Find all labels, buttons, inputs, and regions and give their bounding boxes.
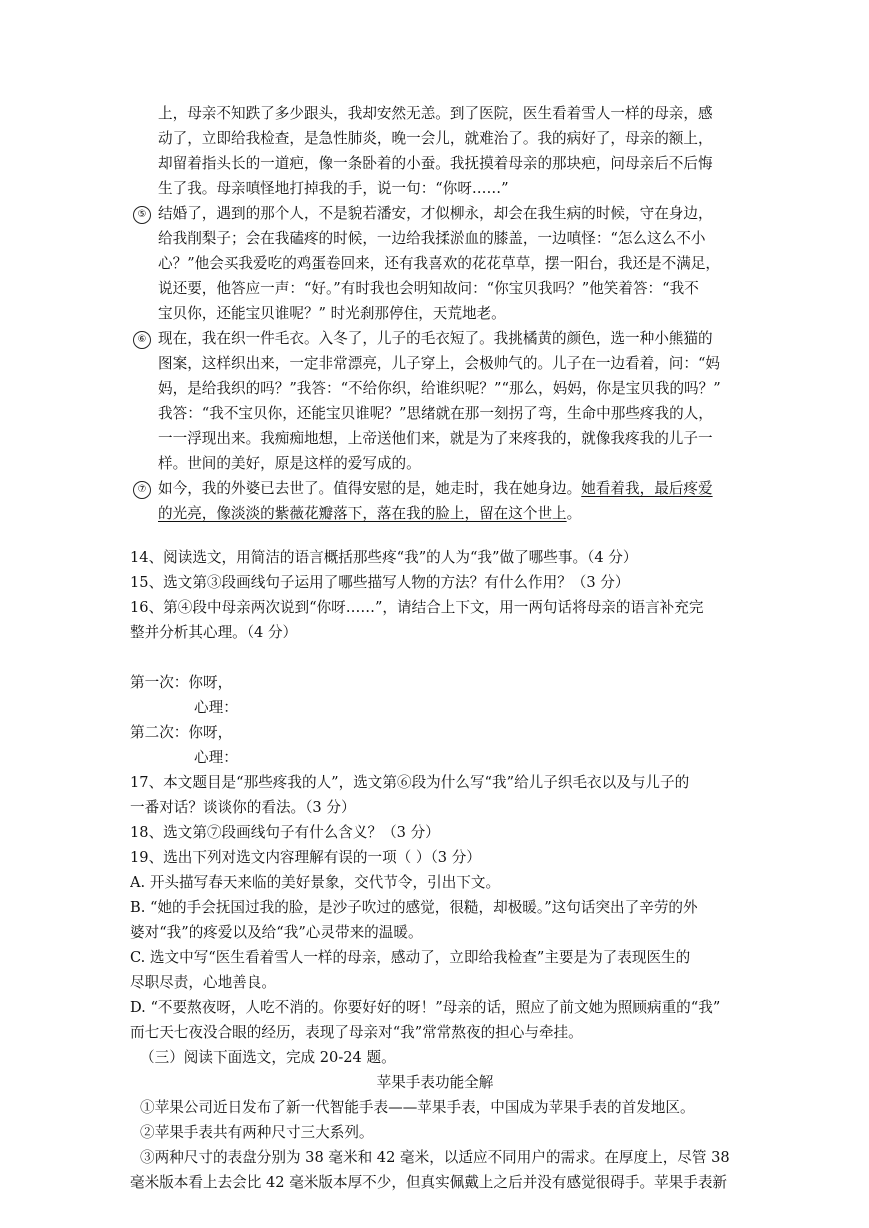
passage-line bbox=[158, 478, 740, 500]
option-b-cont: 婆对“我”的疼爱以及给“我”心灵带来的温暖。 bbox=[130, 924, 423, 941]
option-c: C. 选文中写“医生看着雪人一样的母亲，感动了，立即给我检查”主要是为了表现医生的 bbox=[130, 949, 691, 966]
passage-line: 我答：“我不宝贝你，还能宝贝谁呢？”思绪就在那一刻拐了弯，生命中那些疼我的人， bbox=[158, 405, 713, 422]
passage-line: 一一浮现出来。我痴痴地想，上帝送他们来，就是为了来疼我的，就像我疼我的儿子一 bbox=[158, 430, 713, 447]
article-paragraph: ①苹果公司近日发布了新一代智能手表——苹果手表，中国成为苹果手表的首发地区。 bbox=[140, 1099, 695, 1116]
passage-line: 样。世间的美好，原是这样的爱写成的。 bbox=[158, 455, 421, 472]
option-b: B. “她的手会抚国过我的脸，是沙子吹过的感觉，很糙，却极暖。”这句话突出了辛劳的外 bbox=[130, 899, 698, 916]
option-a: A. 开头描写春天来临的美好景象，交代节令，引出下文。 bbox=[130, 874, 501, 891]
passage-line: 说还要，他答应一声：“好。”有时我也会明知故问：“你宝贝我吗？”他笑着答：“我不 bbox=[158, 280, 699, 297]
question-17: 17、本文题目是“那些疼我的人”，选文第⑥段为什么写“我”给儿子织毛衣以及与儿子的 bbox=[130, 774, 690, 791]
question-15: 15、选文第③段画线句子运用了哪些描写人物的方法？有什么作用？（3 分） bbox=[130, 574, 630, 591]
article-paragraph: ③两种尺寸的表盘分别为 38 毫米和 42 毫米，以适应不同用户的需求。在厚度上，尽管 38 bbox=[140, 1149, 730, 1166]
option-d-cont: 而七天七夜没合眼的经历，表现了母亲对“我”常常熬夜的担心与牵挂。 bbox=[130, 1024, 583, 1041]
option-c-cont: 尽职尽责，心地善良。 bbox=[130, 974, 276, 991]
article-paragraph-cont: 毫米版本看上去会比 42 毫米版本厚不少，但真实佩戴上之后并没有感觉很碍手。苹果手表新 bbox=[130, 1174, 728, 1191]
underlined-sentence: 她看着我，最后疼爱 bbox=[581, 480, 713, 497]
section-heading: （三）阅读下面选文，完成 20-24 题。 bbox=[140, 1049, 396, 1066]
question-18: 18、选文第⑦段画线句子有什么含义？（3 分） bbox=[130, 824, 440, 841]
answer-second-mind: 心理： bbox=[194, 749, 238, 766]
question-16-cont: 整并分析其心理。（4 分） bbox=[130, 624, 298, 641]
passage-line: 心？”他会买我爱吃的鸡蛋卷回来，还有我喜欢的花花草草，摆一阳台，我还是不满足， bbox=[158, 255, 721, 272]
underlined-sentence: 的光亮，像淡淡的紫薇花瓣落下，落在我的脸上，留在这个世上 bbox=[158, 505, 567, 522]
passage-line: 动了，立即给我检查，是急性肺炎，晚一会儿，就难治了。我的病好了，母亲的额上， bbox=[158, 130, 713, 147]
article-title: 苹果手表功能全解 bbox=[376, 1074, 494, 1091]
paragraph-marker-6: ⑥ bbox=[133, 331, 151, 349]
option-d: D. “不要熬夜呀，人吃不消的。你要好好的呀！”母亲的话，照应了前文她为照顾病重的“我” bbox=[130, 999, 721, 1016]
passage-line: 给我削梨子；会在我磕疼的时候，一边给我揉淤血的膝盖，一边嗔怪：“怎么这么不小 bbox=[158, 230, 706, 247]
passage-line: 却留着指头长的一道疤，像一条卧着的小蚕。我抚摸着母亲的那块疤，问母亲后不后悔 bbox=[158, 155, 713, 172]
article-paragraph: ②苹果手表共有两种尺寸三大系列。 bbox=[140, 1124, 374, 1141]
answer-first-mind: 心理： bbox=[194, 699, 238, 716]
passage-line: 生了我。母亲嗔怪地打掉我的手，说一句：“你呀……” bbox=[158, 180, 509, 197]
passage-line: 现在，我在织一件毛衣。入冬了，儿子的毛衣短了。我挑橘黄的颜色，选一种小熊猫的 bbox=[158, 330, 713, 347]
passage-line: 上，母亲不知跌了多少跟头，我却安然无恙。到了医院，医生看着雪人一样的母亲，感 bbox=[158, 105, 713, 122]
passage-text: 如今，我的外婆已去世了。值得安慰的是，她走时，我在她身边。 bbox=[158, 480, 582, 497]
question-16: 16、第④段中母亲两次说到“你呀……”，请结合上下文，用一两句话将母亲的语言补充完 bbox=[130, 599, 704, 616]
question-19: 19、选出下列对选文内容理解有误的一项（ ）（3 分） bbox=[130, 849, 481, 866]
passage-line: 图案，这样织出来，一定非常漂亮，儿子穿上，会极帅气的。儿子在一边看着，问：“妈 bbox=[158, 355, 721, 372]
paragraph-marker-5: ⑤ bbox=[133, 206, 151, 224]
question-14: 14、阅读选文，用简洁的语言概括那些疼“我”的人为“我”做了哪些事。（4 分） bbox=[130, 549, 638, 566]
passage-line: 妈，是给我织的吗？”我答：“不给你织，给谁织呢？”“那么，妈妈，你是宝贝我的吗？” bbox=[158, 380, 721, 397]
passage-line: 结婚了，遇到的那个人，不是貌若潘安，才似柳永，却会在我生病的时候，守在身边， bbox=[158, 205, 713, 222]
passage-text: 。 bbox=[566, 505, 582, 522]
answer-first-label: 第一次：你呀， bbox=[130, 674, 233, 691]
paragraph-marker-7: ⑦ bbox=[133, 481, 151, 499]
question-17-cont: 一番对话？谈谈你的看法。（3 分） bbox=[130, 799, 356, 816]
answer-second-label: 第二次：你呀， bbox=[130, 724, 233, 741]
passage-line: 宝贝你，还能宝贝谁呢？” 时光刹那停住，天荒地老。 bbox=[158, 305, 506, 322]
passage-line bbox=[158, 503, 740, 525]
